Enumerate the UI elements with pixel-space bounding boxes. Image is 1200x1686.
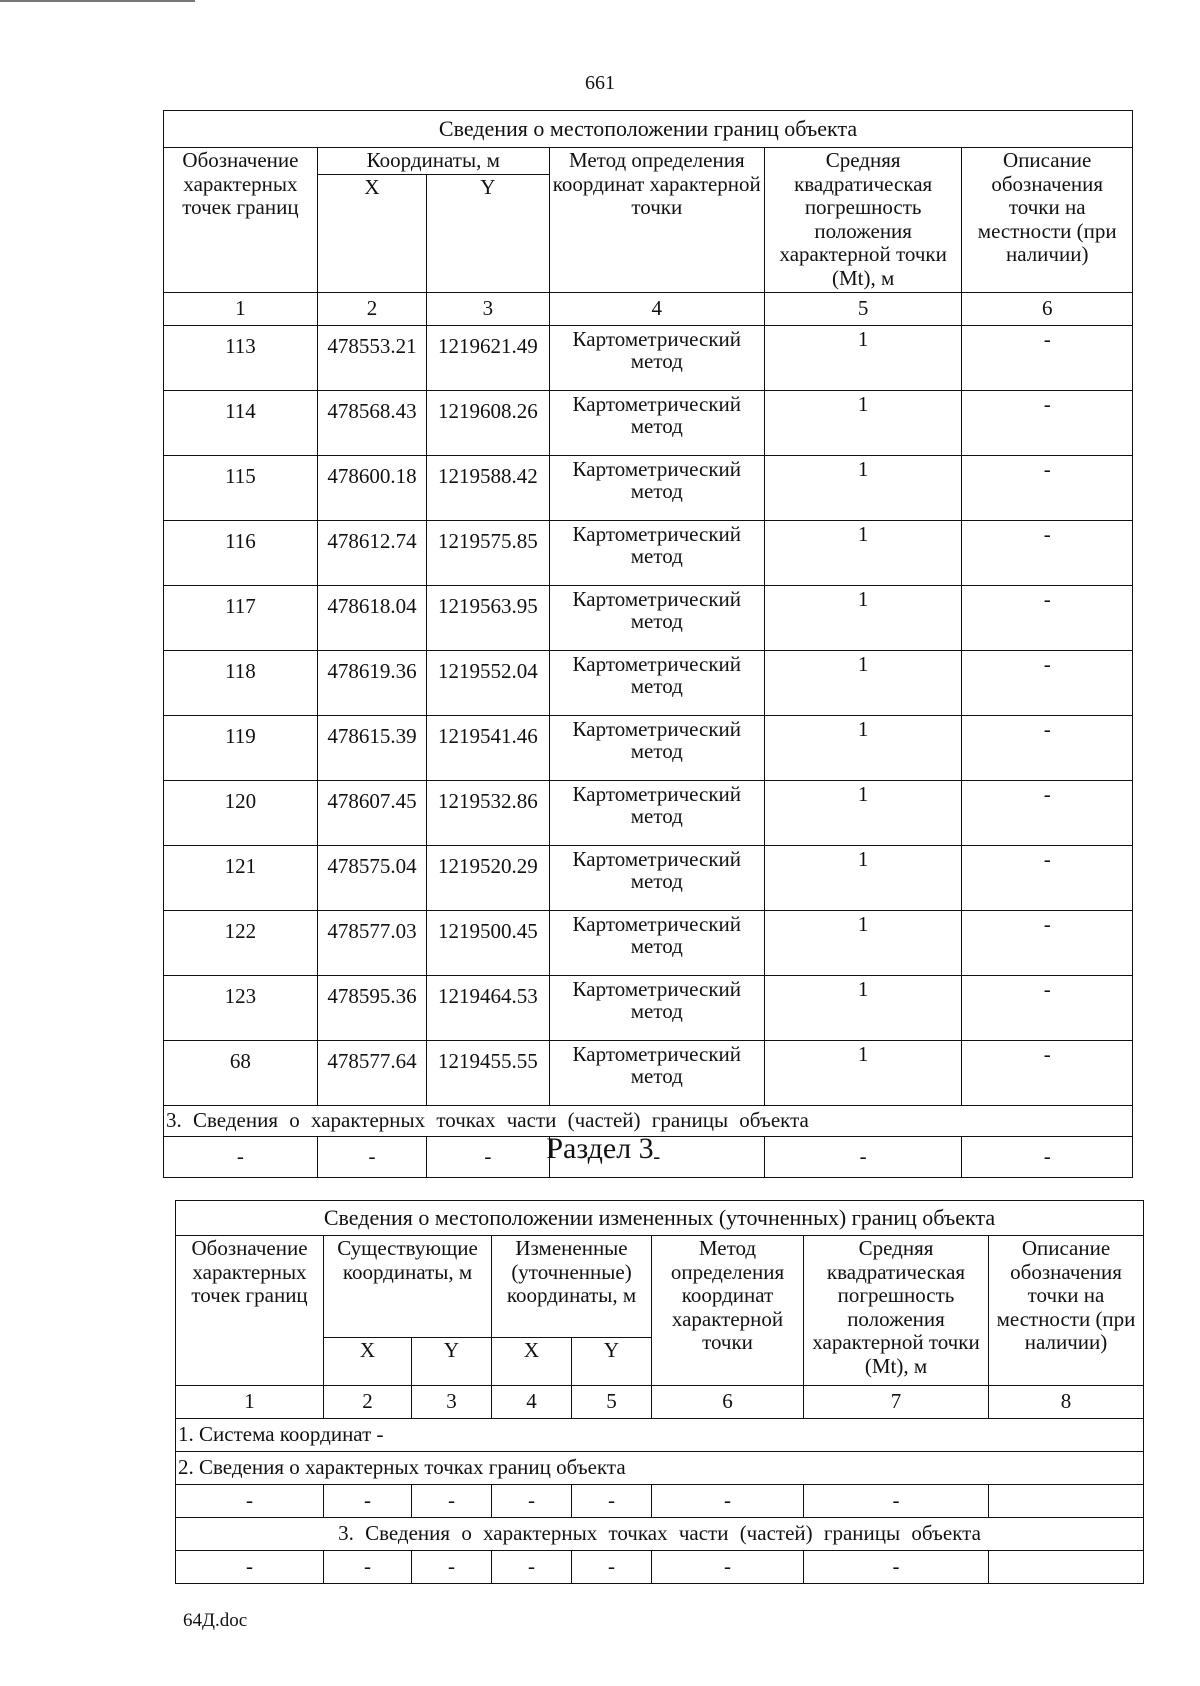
mt-value-cell: 1 — [764, 715, 962, 780]
section-title: Раздел 3 — [546, 1132, 654, 1165]
coord-x-cell: 478553.21 — [317, 325, 426, 390]
column-number: 3 — [427, 292, 550, 325]
dash-cell: - — [176, 1551, 324, 1584]
point-id-cell: 118 — [164, 650, 318, 715]
column-number: 7 — [804, 1386, 989, 1419]
method-cell: Картометрический метод — [549, 585, 764, 650]
dash-cell: - — [652, 1485, 804, 1518]
mt-value-cell: 1 — [764, 845, 962, 910]
table-row — [164, 585, 1133, 650]
coord-x-cell: 478612.74 — [317, 520, 426, 585]
header-x: X — [317, 174, 426, 292]
header-method: Метод определения координат характерной точки — [549, 148, 764, 293]
column-number: 6 — [652, 1386, 804, 1419]
dash-cell: - — [549, 1136, 764, 1177]
header-coords: Координаты, м — [317, 148, 549, 175]
coord-x-cell: 478615.39 — [317, 715, 426, 780]
dash-cell: - — [652, 1551, 804, 1584]
header-y-existing: Y — [412, 1338, 492, 1386]
mt-value-cell: 1 — [764, 780, 962, 845]
dash-cell: - — [492, 1485, 572, 1518]
point-id-cell: 113 — [164, 325, 318, 390]
coord-x-cell: 478577.03 — [317, 910, 426, 975]
method-cell: Картометрический метод — [549, 520, 764, 585]
dash-cell: - — [317, 1136, 426, 1177]
changed-boundaries-table — [175, 1200, 1144, 1584]
column-number: 8 — [989, 1386, 1144, 1419]
dash-cell: - — [164, 1136, 318, 1177]
header-y: Y — [427, 174, 550, 292]
coord-y-cell: 1219588.42 — [427, 455, 550, 520]
dash-cell: - — [427, 1136, 550, 1177]
mt-value-cell: 1 — [764, 520, 962, 585]
description-cell: - — [962, 845, 1133, 910]
mt-value-cell: 1 — [764, 585, 962, 650]
table-caption: Сведения о местоположении измененных (уточненных) границ объекта — [176, 1201, 1144, 1236]
method-cell: Картометрический метод — [549, 845, 764, 910]
point-id-cell: 114 — [164, 390, 318, 455]
page-number: 661 — [585, 72, 615, 94]
header-x-changed: X — [492, 1338, 572, 1386]
table-row — [164, 715, 1133, 780]
section-2-heading: 2. Сведения о характерных точках границ объекта — [176, 1452, 1144, 1485]
description-cell: - — [962, 910, 1133, 975]
description-cell: - — [962, 715, 1133, 780]
point-id-cell: 119 — [164, 715, 318, 780]
method-cell: Картометрический метод — [549, 1040, 764, 1105]
description-cell: - — [962, 325, 1133, 390]
file-name-footer: 64Д.doc — [183, 1610, 248, 1631]
mt-value-cell: 1 — [764, 1040, 962, 1105]
header-mt: Средняя квадратическая погрешность положения характерной точки (Mt), м — [764, 148, 962, 293]
header-description: Описание обозначения точки на местности (при наличии) — [989, 1236, 1144, 1386]
mt-value-cell: 1 — [764, 455, 962, 520]
header-y-changed: Y — [572, 1338, 652, 1386]
point-id-cell: 123 — [164, 975, 318, 1040]
method-cell: Картометрический метод — [549, 455, 764, 520]
point-id-cell: 115 — [164, 455, 318, 520]
dash-cell — [989, 1551, 1144, 1584]
method-cell: Картометрический метод — [549, 325, 764, 390]
section-1-heading: 1. Система координат - — [176, 1419, 1144, 1452]
table-row — [164, 650, 1133, 715]
header-existing-coords: Существующие координаты, м — [324, 1236, 492, 1338]
coord-x-cell: 478575.04 — [317, 845, 426, 910]
dash-cell: - — [572, 1551, 652, 1584]
header-x-existing: X — [324, 1338, 412, 1386]
column-number: 1 — [176, 1386, 324, 1419]
column-number: 4 — [492, 1386, 572, 1419]
coord-x-cell: 478600.18 — [317, 455, 426, 520]
method-cell: Картометрический метод — [549, 975, 764, 1040]
coord-y-cell: 1219575.85 — [427, 520, 550, 585]
dash-cell: - — [962, 1136, 1133, 1177]
description-cell: - — [962, 520, 1133, 585]
dash-cell: - — [324, 1551, 412, 1584]
coord-x-cell: 478607.45 — [317, 780, 426, 845]
table-row — [164, 1040, 1133, 1105]
description-cell: - — [962, 455, 1133, 520]
column-number: 2 — [317, 292, 426, 325]
table-caption: Сведения о местоположении границ объекта — [164, 111, 1133, 148]
method-cell: Картометрический метод — [549, 780, 764, 845]
description-cell: - — [962, 390, 1133, 455]
section-3-heading: 3. Сведения о характерных точках части (частей) границы объекта — [176, 1518, 1144, 1551]
header-method: Метод определения координат характерной точки — [652, 1236, 804, 1386]
coord-y-cell: 1219455.55 — [427, 1040, 550, 1105]
mt-value-cell: 1 — [764, 650, 962, 715]
description-cell: - — [962, 585, 1133, 650]
coord-x-cell: 478595.36 — [317, 975, 426, 1040]
column-number: 1 — [164, 292, 318, 325]
top-edge-line — [0, 0, 195, 2]
dash-cell: - — [324, 1485, 412, 1518]
header-designation: Обозначение характерных точек границ — [164, 148, 318, 293]
column-number: 5 — [764, 292, 962, 325]
point-id-cell: 117 — [164, 585, 318, 650]
description-cell: - — [962, 780, 1133, 845]
description-cell: - — [962, 650, 1133, 715]
header-designation: Обозначение характерных точек границ — [176, 1236, 324, 1386]
header-mt: Средняя квадратическая погрешность положения характерной точки (Mt), м — [804, 1236, 989, 1386]
dash-cell: - — [412, 1485, 492, 1518]
dash-cell: - — [804, 1485, 989, 1518]
column-number: 5 — [572, 1386, 652, 1419]
method-cell: Картометрический метод — [549, 650, 764, 715]
table-row — [164, 390, 1133, 455]
method-cell: Картометрический метод — [549, 715, 764, 780]
boundaries-table — [163, 110, 1133, 1178]
point-id-cell: 122 — [164, 910, 318, 975]
description-cell: - — [962, 1040, 1133, 1105]
table-row — [164, 780, 1133, 845]
table-row — [164, 325, 1133, 390]
coord-x-cell: 478618.04 — [317, 585, 426, 650]
coord-y-cell: 1219552.04 — [427, 650, 550, 715]
mt-value-cell: 1 — [764, 975, 962, 1040]
column-number: 4 — [549, 292, 764, 325]
table-row — [164, 845, 1133, 910]
coord-x-cell: 478568.43 — [317, 390, 426, 455]
header-changed-coords: Измененные (уточненные) координаты, м — [492, 1236, 652, 1338]
coord-y-cell: 1219500.45 — [427, 910, 550, 975]
method-cell: Картометрический метод — [549, 910, 764, 975]
dash-cell — [989, 1485, 1144, 1518]
coord-y-cell: 1219464.53 — [427, 975, 550, 1040]
coord-y-cell: 1219520.29 — [427, 845, 550, 910]
coord-y-cell: 1219608.26 — [427, 390, 550, 455]
table-row — [164, 910, 1133, 975]
point-id-cell: 121 — [164, 845, 318, 910]
dash-cell: - — [572, 1485, 652, 1518]
column-number: 6 — [962, 292, 1133, 325]
dash-cell: - — [764, 1136, 962, 1177]
coord-x-cell: 478577.64 — [317, 1040, 426, 1105]
column-number: 3 — [412, 1386, 492, 1419]
point-id-cell: 120 — [164, 780, 318, 845]
point-id-cell: 116 — [164, 520, 318, 585]
mt-value-cell: 1 — [764, 390, 962, 455]
coord-y-cell: 1219532.86 — [427, 780, 550, 845]
column-number: 2 — [324, 1386, 412, 1419]
table-row — [164, 455, 1133, 520]
dash-cell: - — [492, 1551, 572, 1584]
mt-value-cell: 1 — [764, 910, 962, 975]
header-description: Описание обозначения точки на местности (при наличии) — [962, 148, 1133, 293]
table-row — [164, 975, 1133, 1040]
dash-cell: - — [804, 1551, 989, 1584]
coord-y-cell: 1219541.46 — [427, 715, 550, 780]
coord-y-cell: 1219621.49 — [427, 325, 550, 390]
dash-cell: - — [176, 1485, 324, 1518]
point-id-cell: 68 — [164, 1040, 318, 1105]
description-cell: - — [962, 975, 1133, 1040]
mt-value-cell: 1 — [764, 325, 962, 390]
section-3-heading: 3. Сведения о характерных точках части (частей) границы объекта — [164, 1105, 1133, 1136]
coord-y-cell: 1219563.95 — [427, 585, 550, 650]
dash-cell: - — [412, 1551, 492, 1584]
coord-x-cell: 478619.36 — [317, 650, 426, 715]
method-cell: Картометрический метод — [549, 390, 764, 455]
table-row — [164, 520, 1133, 585]
